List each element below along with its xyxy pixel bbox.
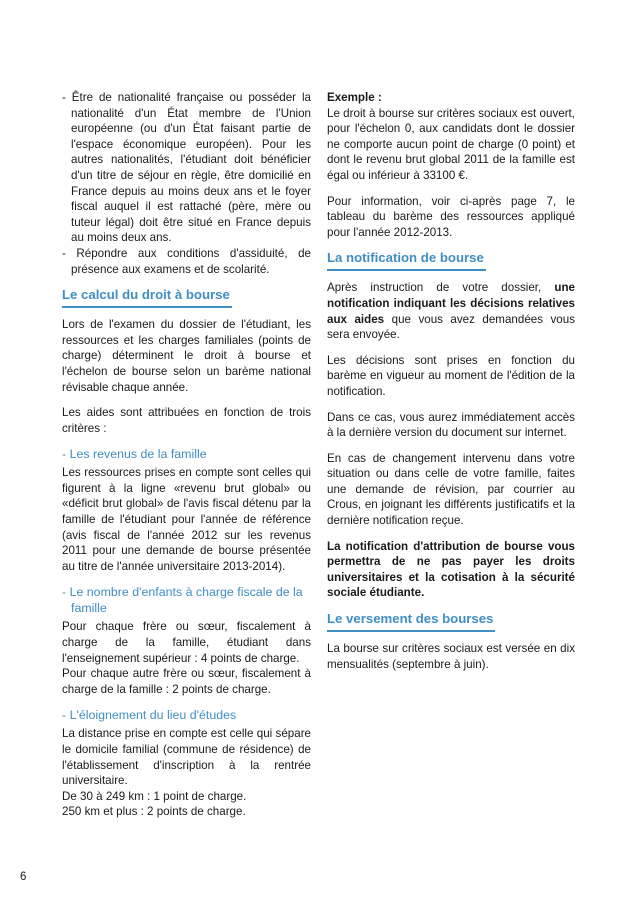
subhead-eloignement: - L'éloignement du lieu d'études: [62, 708, 237, 723]
notif-paragraph-4: En cas de changement intervenu dans votre situation ou dans celle de votre famille, faites une demande de révision, par courrier au Crous, en joignant les différents justificatifs et la dernière notification reçue.: [327, 451, 575, 528]
notif-paragraph-1: [327, 280, 575, 342]
condition-assiduity: - Répondre aux conditions d'assiduité, de présence aux examens et de scolarité.: [62, 246, 311, 276]
calc-paragraph-1: Lors de l'examen du dossier de l'étudiant, les ressources et les charges familiales (points de charge) déterminent le droit à bourse et l'échelon de bourse selon un barème national révisable chaque année.: [62, 318, 311, 394]
notif-p1-start: Après instruction de votre dossier,: [327, 281, 555, 295]
revenus-paragraph: Les ressources prises en compte sont celles qui figurent à la ligne «revenu brut global» ou «déficit brut global» de l'avis fiscal détenu par la famille de l'étudiant pour l'année de référence (avis fiscal de l'année 2012 sur les revenus 2011 pour une demande de bourse présentée au titre de l'année universitaire 2013-2014).: [62, 466, 311, 573]
right-column: [327, 90, 575, 672]
section-heading-versement: Le versement des bourses: [327, 611, 495, 632]
condition-nationality: - Être de nationalité française ou posséder la nationalité d'un État membre de l'Union européenne (ou d'un État faisant partie de l'espace économique européen). Pour les autres nationalités, l'étudiant doit bénéficier d'un titre de séjour en règle, être domicilié en France depuis au moins deux ans et le foyer fiscal auquel il est rattaché (père, mère ou tuteur légal) doit être situé en France depuis au moins deux ans.: [62, 91, 311, 245]
info-paragraph: Pour information, voir ci-après page 7, le tableau du barème des ressources appliqué pour l'année 2012-2013.: [327, 194, 575, 239]
subhead-enfants: - Le nombre d'enfants à charge fiscale de la famille: [62, 585, 303, 616]
exemple-label: Exemple :: [327, 91, 382, 104]
notif-paragraph-2: Les décisions sont prises en fonction du barème en vigueur au moment de l'édition de la notification.: [327, 353, 575, 398]
notif-p1-bold: une notification indiquant les décisions relatives aux aides: [327, 281, 575, 326]
notif-paragraph-3: Dans ce cas, vous aurez immédiatement accès à la dernière version du document sur internet.: [327, 410, 575, 440]
exemple-paragraph: Le droit à bourse sur critères sociaux est ouvert, pour l'échelon 0, aux candidats dont le dossier ne comporte aucun point de charge (0 point) et dont le revenu brut global 2011 de la famille est égal ou inférieur à 33100 €.: [327, 106, 575, 182]
eloignement-paragraph-1: La distance prise en compte est celle qui sépare le domicile familial (commune de résidence) de l'établissement d'inscription à la rentrée universitaire.: [62, 727, 311, 788]
enfants-paragraph-1: Pour chaque frère ou sœur, fiscalement à charge de la famille, étudiant dans l'enseignement supérieur : 4 points de charge.: [62, 620, 311, 665]
section-heading-notification: La notification de bourse: [327, 250, 486, 271]
eloignement-paragraph-2: De 30 à 249 km : 1 point de charge.: [62, 789, 247, 803]
notif-paragraph-5: La notification d'attribution de bourse vous permettra de ne pas payer les droits universitaires et la cotisation à la sécurité sociale étudiante.: [327, 539, 575, 600]
calc-paragraph-2: Les aides sont attribuées en fonction de trois critères :: [62, 406, 311, 435]
section-heading-calcul: Le calcul du droit à bourse: [62, 287, 232, 308]
subhead-revenus: - Les revenus de la famille: [62, 447, 207, 462]
versement-paragraph: La bourse sur critères sociaux est versée en dix mensualités (septembre à juin).: [327, 642, 575, 671]
eloignement-paragraph-3: 250 km et plus : 2 points de charge.: [62, 805, 246, 819]
left-column: [62, 90, 311, 820]
notif-p1-end: que vous avez demandées vous sera envoyée.: [327, 312, 575, 342]
page-number: 6: [20, 871, 27, 883]
enfants-paragraph-2: Pour chaque autre frère ou sœur, fiscalement à charge de la famille : 2 points de charge.: [62, 667, 311, 696]
